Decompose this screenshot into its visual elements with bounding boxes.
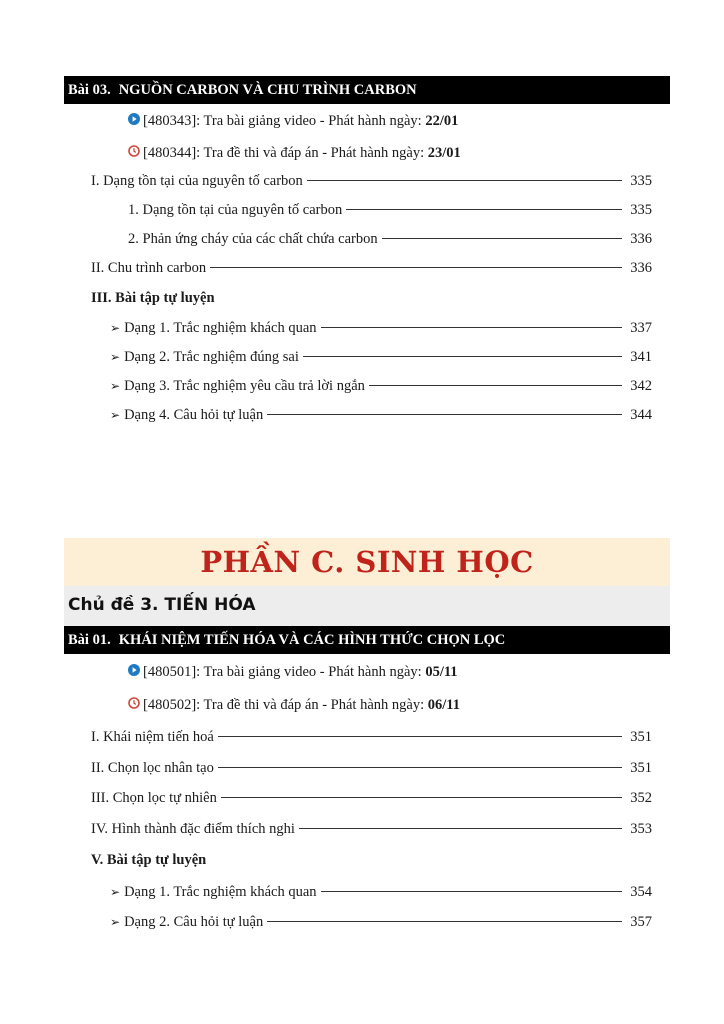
toc-leader [218,767,622,768]
toc-entry-label: ➢ Dạng 3. Trắc nghiệm yêu cầu trả lời ngắn [110,375,365,397]
toc-page-number: 344 [630,407,652,423]
toc-entry[interactable] [110,346,652,368]
toc-entry-label: ➢ Dạng 2. Câu hỏi tự luận [110,911,263,933]
toc-page-number: 351 [630,729,652,745]
lesson-number: Bài 01. [68,632,111,648]
toc-entry-label: ➢ Dạng 1. Trắc nghiệm khách quan [110,317,317,339]
toc-leader [267,921,622,922]
arrow-bullet-icon: ➢ [110,408,121,422]
toc-page-number: 337 [630,320,652,336]
exam-text: [480502]: Tra đề thi và đáp án - Phát hành ngày: [143,697,428,713]
toc-entry[interactable] [91,726,652,748]
play-circle-icon [128,661,140,683]
toc-entry[interactable] [110,911,652,933]
toc-leader [210,267,622,268]
toc-entry[interactable] [91,257,652,279]
part-heading [64,538,670,586]
toc-entry-label: III. Chọn lọc tự nhiên [91,790,217,806]
toc-leader [267,414,622,415]
lesson-01-video-link[interactable] [128,661,458,683]
toc-page-number: 352 [630,790,652,806]
video-date: 22/01 [425,113,459,129]
toc-entry-label: ➢ Dạng 4. Câu hỏi tự luận [110,404,263,426]
toc-entry-label: I. Dạng tồn tại của nguyên tố carbon [91,173,303,189]
toc-leader [221,797,622,798]
toc-entry[interactable] [110,317,652,339]
toc-entry[interactable] [110,404,652,426]
toc-entry[interactable] [110,881,652,903]
toc-page-number: 341 [630,349,652,365]
toc-leader [382,238,622,239]
clock-icon [128,694,140,716]
lesson-title: NGUỒN CARBON VÀ CHU TRÌNH CARBON [118,82,417,98]
lesson-01-header [64,626,670,654]
toc-page-number: 354 [630,884,652,900]
exam-text: [480344]: Tra đề thi và đáp án - Phát hành ngày: [143,145,428,161]
exercise-heading: V. Bài tập tự luyện [91,852,207,868]
play-circle-icon [128,110,140,132]
part-title: PHẦN C. SINH HỌC [200,545,534,579]
toc-leader [369,385,622,386]
clock-icon [128,142,140,164]
arrow-bullet-icon: ➢ [110,321,121,335]
lesson-03-header [64,76,670,104]
toc-entry-label: ➢ Dạng 2. Trắc nghiệm đúng sai [110,346,299,368]
video-text: [480343]: Tra bài giảng video - Phát hành ngày: [143,113,426,129]
toc-leader [307,180,622,181]
video-text: [480501]: Tra bài giảng video - Phát hành ngày: [143,664,426,680]
toc-page-number: 335 [630,173,652,189]
lesson-03-exam-link[interactable] [128,142,461,164]
toc-leader [321,891,622,892]
toc-entry-label: II. Chọn lọc nhân tạo [91,760,214,776]
toc-entry[interactable] [91,787,652,809]
exercise-heading: III. Bài tập tự luyện [91,290,215,306]
toc-entry-label: II. Chu trình carbon [91,260,207,276]
toc-entry[interactable] [91,757,652,779]
video-date: 05/11 [425,664,458,680]
lesson-title: KHÁI NIỆM TIẾN HÓA VÀ CÁC HÌNH THỨC CHỌN LỌC [118,632,506,648]
toc-leader [321,327,622,328]
toc-leader [303,356,622,357]
toc-leader [346,209,622,210]
toc-page-number: 336 [630,260,652,276]
arrow-bullet-icon: ➢ [110,350,121,364]
toc-entry[interactable] [128,199,652,221]
toc-entry[interactable] [128,228,652,250]
toc-entry[interactable] [91,170,652,192]
toc-page-number: 336 [630,231,652,247]
toc-leader [299,828,622,829]
toc-page-number: 351 [630,760,652,776]
exam-date: 23/01 [427,145,461,161]
topic-title: Chủ đề 3. TIẾN HÓA [68,595,256,615]
toc-entry[interactable] [91,818,652,840]
toc-page-number: 335 [630,202,652,218]
toc-entry[interactable] [110,375,652,397]
toc-page-number: 357 [630,914,652,930]
toc-entry-label: 2. Phản ứng cháy của các chất chứa carbon [128,231,378,247]
lesson-01-exam-link[interactable] [128,694,460,716]
toc-entry-label: 1. Dạng tồn tại của nguyên tố carbon [128,202,343,218]
arrow-bullet-icon: ➢ [110,915,121,929]
toc-entry-label: I. Khái niệm tiến hoá [91,729,214,745]
toc-entry-label: ➢ Dạng 1. Trắc nghiệm khách quan [110,881,317,903]
arrow-bullet-icon: ➢ [110,885,121,899]
topic-heading [64,586,670,626]
toc-entry-label: IV. Hình thành đặc điểm thích nghi [91,821,295,837]
lesson-03-video-link[interactable] [128,110,458,132]
exam-date: 06/11 [427,697,460,713]
toc-page-number: 342 [630,378,652,394]
lesson-number: Bài 03. [68,82,111,98]
toc-page-number: 353 [630,821,652,837]
arrow-bullet-icon: ➢ [110,379,121,393]
toc-leader [218,736,622,737]
